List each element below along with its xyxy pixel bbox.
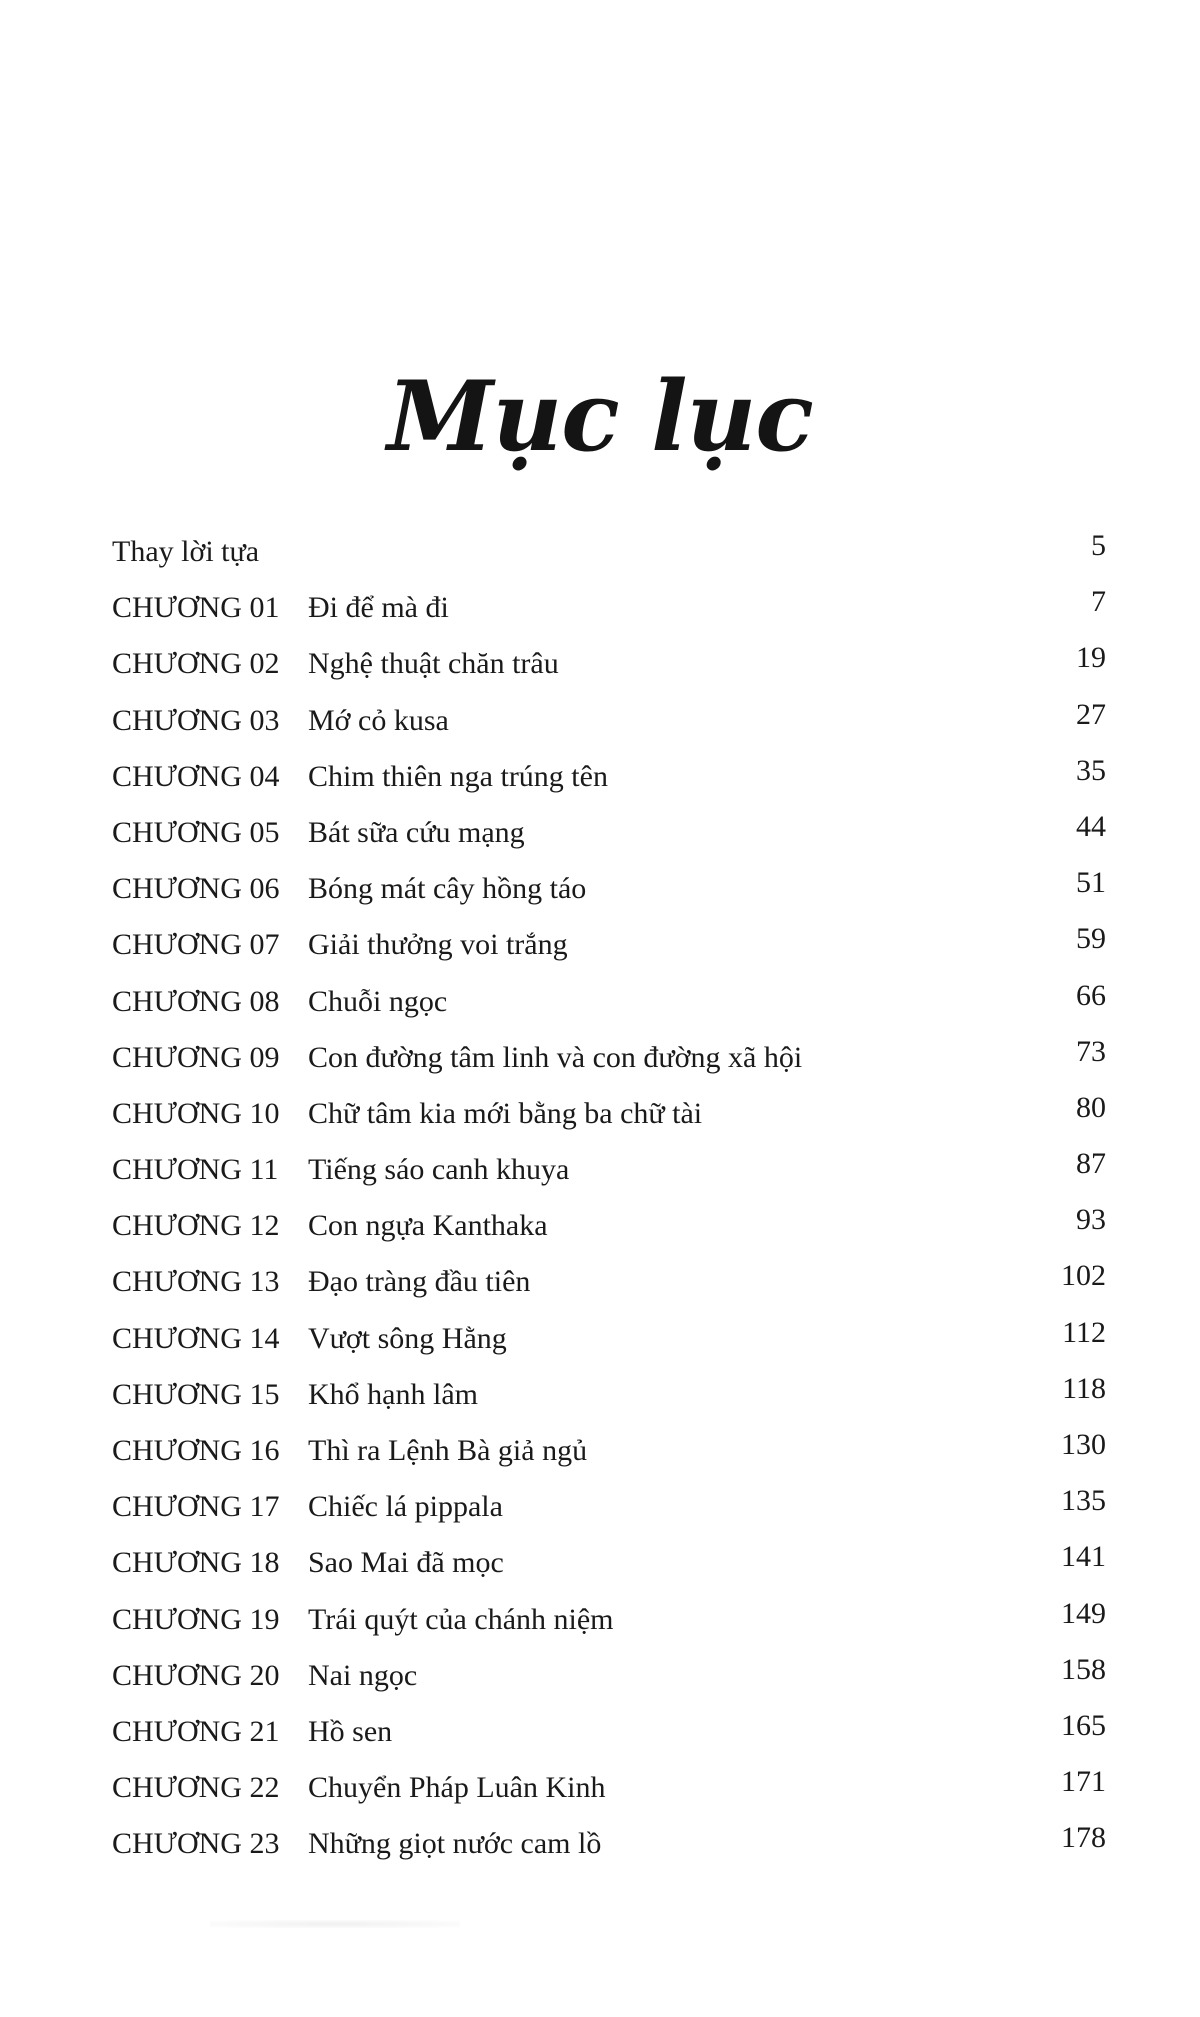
toc-entry-chapter: [112, 1367, 1106, 1423]
toc-entry-chapter: [112, 1254, 1106, 1310]
toc-entry-chapter: [112, 1535, 1106, 1591]
toc-entry-page: 5: [1091, 529, 1106, 562]
toc-chapter-title: Giải thưởng voi trắng: [308, 928, 568, 962]
toc-entry-chapter: [112, 693, 1106, 749]
toc-entry-chapter: [112, 1142, 1106, 1198]
toc-chapter-label: CHƯƠNG 21: [112, 1714, 280, 1748]
toc-chapter-label: CHƯƠNG 13: [112, 1265, 280, 1299]
toc-chapter-label: CHƯƠNG 03: [112, 703, 280, 737]
toc-chapter-page: 112: [1062, 1315, 1106, 1349]
toc-chapter-title: Nai ngọc: [308, 1658, 418, 1692]
toc-chapter-page: 93: [1076, 1203, 1106, 1237]
toc-chapter-page: 171: [1061, 1765, 1106, 1799]
toc-chapter-page: 149: [1061, 1596, 1106, 1630]
toc-chapter-label: CHƯƠNG 19: [112, 1602, 280, 1636]
scan-smudge: [210, 1920, 460, 1928]
toc-chapter-label: CHƯƠNG 23: [112, 1827, 280, 1861]
toc-entry-chapter: [112, 1030, 1106, 1086]
toc-chapter-page: 51: [1076, 866, 1106, 900]
toc-chapter-page: 59: [1076, 922, 1106, 956]
toc-chapter-title: Hồ sen: [308, 1714, 393, 1748]
toc-chapter-page: 158: [1061, 1652, 1106, 1686]
toc-chapter-label: CHƯƠNG 09: [112, 1040, 280, 1074]
toc-chapter-label: CHƯƠNG 18: [112, 1546, 280, 1580]
toc-entry-chapter: [112, 1592, 1106, 1648]
toc-chapter-label: CHƯƠNG 16: [112, 1434, 280, 1467]
toc-chapter-page: 44: [1076, 809, 1106, 843]
toc-entry-title: Thay lời tựa: [112, 535, 260, 568]
toc-chapter-page: 80: [1076, 1090, 1106, 1124]
toc-entry-chapter: [112, 749, 1106, 805]
toc-entry-chapter: [112, 1704, 1106, 1760]
toc-chapter-title: Sao Mai đã mọc: [308, 1546, 504, 1580]
toc-chapter-label: CHƯƠNG 08: [112, 984, 280, 1018]
toc-chapter-label: CHƯƠNG 15: [112, 1377, 280, 1411]
toc-chapter-label: CHƯƠNG 01: [112, 591, 280, 625]
toc-chapter-label: CHƯƠNG 20: [112, 1658, 280, 1692]
toc-chapter-title: Thì ra Lệnh Bà giả ngủ: [308, 1434, 588, 1467]
toc-chapter-title: Chim thiên nga trúng tên: [308, 759, 608, 793]
toc-chapter-page: 130: [1061, 1428, 1106, 1461]
toc-entry-chapter: [112, 636, 1106, 692]
toc-chapter-label: CHƯƠNG 07: [112, 928, 280, 962]
toc-chapter-label: CHƯƠNG 11: [112, 1153, 279, 1187]
toc-chapter-title: Vượt sông Hằng: [308, 1321, 507, 1355]
toc-chapter-title: Chuỗi ngọc: [308, 984, 448, 1018]
toc-entry-chapter: [112, 974, 1106, 1030]
toc-chapter-title: Mớ cỏ kusa: [308, 703, 449, 737]
toc-entry-chapter: [112, 917, 1106, 973]
toc-entry-chapter: [112, 580, 1106, 636]
toc-chapter-page: 66: [1076, 978, 1106, 1012]
toc-chapter-label: CHƯƠNG 22: [112, 1771, 280, 1805]
toc-chapter-label: CHƯƠNG 12: [112, 1209, 280, 1243]
toc-entry-intro: [112, 524, 1106, 580]
toc-chapter-label: CHƯƠNG 14: [112, 1321, 280, 1355]
toc-chapter-label: CHƯƠNG 04: [112, 759, 280, 793]
toc-chapter-page: 27: [1076, 697, 1106, 731]
toc-entry-chapter: [112, 1086, 1106, 1142]
toc-chapter-title: Những giọt nước cam lồ: [308, 1827, 602, 1861]
toc-chapter-page: 35: [1076, 753, 1106, 787]
toc-chapter-page: 87: [1076, 1147, 1106, 1181]
toc-chapter-label: CHƯƠNG 02: [112, 647, 280, 681]
toc-entry-chapter: [112, 1479, 1106, 1535]
toc-chapter-page: 178: [1061, 1821, 1106, 1855]
toc-chapter-label: CHƯƠNG 05: [112, 815, 280, 849]
toc-chapter-title: Con đường tâm linh và con đường xã hội: [308, 1040, 803, 1074]
toc-entry-chapter: [112, 1423, 1106, 1479]
toc-chapter-title: Chữ tâm kia mới bằng ba chữ tài: [308, 1096, 703, 1130]
toc-chapter-page: 102: [1061, 1259, 1106, 1293]
toc-chapter-page: 118: [1062, 1371, 1106, 1405]
toc-chapter-title: Bóng mát cây hồng táo: [308, 872, 587, 906]
toc-chapter-title: Đạo tràng đầu tiên: [308, 1265, 531, 1299]
toc-entry-chapter: [112, 1760, 1106, 1816]
toc-entry-chapter: [112, 1198, 1106, 1254]
toc-entry-chapter: [112, 1311, 1106, 1367]
toc-chapter-title: Tiếng sáo canh khuya: [308, 1153, 570, 1187]
toc-chapter-label: CHƯƠNG 06: [112, 872, 280, 906]
table-of-contents: [112, 524, 1106, 1873]
toc-chapter-label: CHƯƠNG 10: [112, 1096, 280, 1130]
toc-entry-chapter: [112, 805, 1106, 861]
chapter-list: [112, 580, 1106, 1872]
toc-chapter-title: Bát sữa cứu mạng: [308, 815, 525, 849]
page-title: Mục lục: [387, 360, 813, 474]
toc-chapter-page: 141: [1061, 1540, 1106, 1574]
toc-chapter-page: 73: [1076, 1034, 1106, 1068]
toc-chapter-title: Đi để mà đi: [308, 591, 449, 625]
toc-chapter-title: Chiếc lá pippala: [308, 1490, 503, 1524]
toc-chapter-page: 165: [1061, 1708, 1106, 1742]
toc-chapter-title: Nghệ thuật chăn trâu: [308, 647, 559, 681]
toc-chapter-title: Khổ hạnh lâm: [308, 1377, 478, 1411]
toc-entry-chapter: [112, 1648, 1106, 1704]
toc-entry-chapter: [112, 1816, 1106, 1872]
toc-chapter-page: 135: [1061, 1484, 1106, 1518]
toc-chapter-title: Chuyển Pháp Luân Kinh: [308, 1771, 606, 1805]
toc-entry-chapter: [112, 861, 1106, 917]
toc-chapter-title: Trái quýt của chánh niệm: [308, 1602, 614, 1636]
toc-chapter-page: 19: [1076, 641, 1106, 675]
toc-chapter-page: 7: [1091, 585, 1106, 619]
toc-chapter-title: Con ngựa Kanthaka: [308, 1209, 548, 1243]
toc-chapter-label: CHƯƠNG 17: [112, 1490, 280, 1524]
